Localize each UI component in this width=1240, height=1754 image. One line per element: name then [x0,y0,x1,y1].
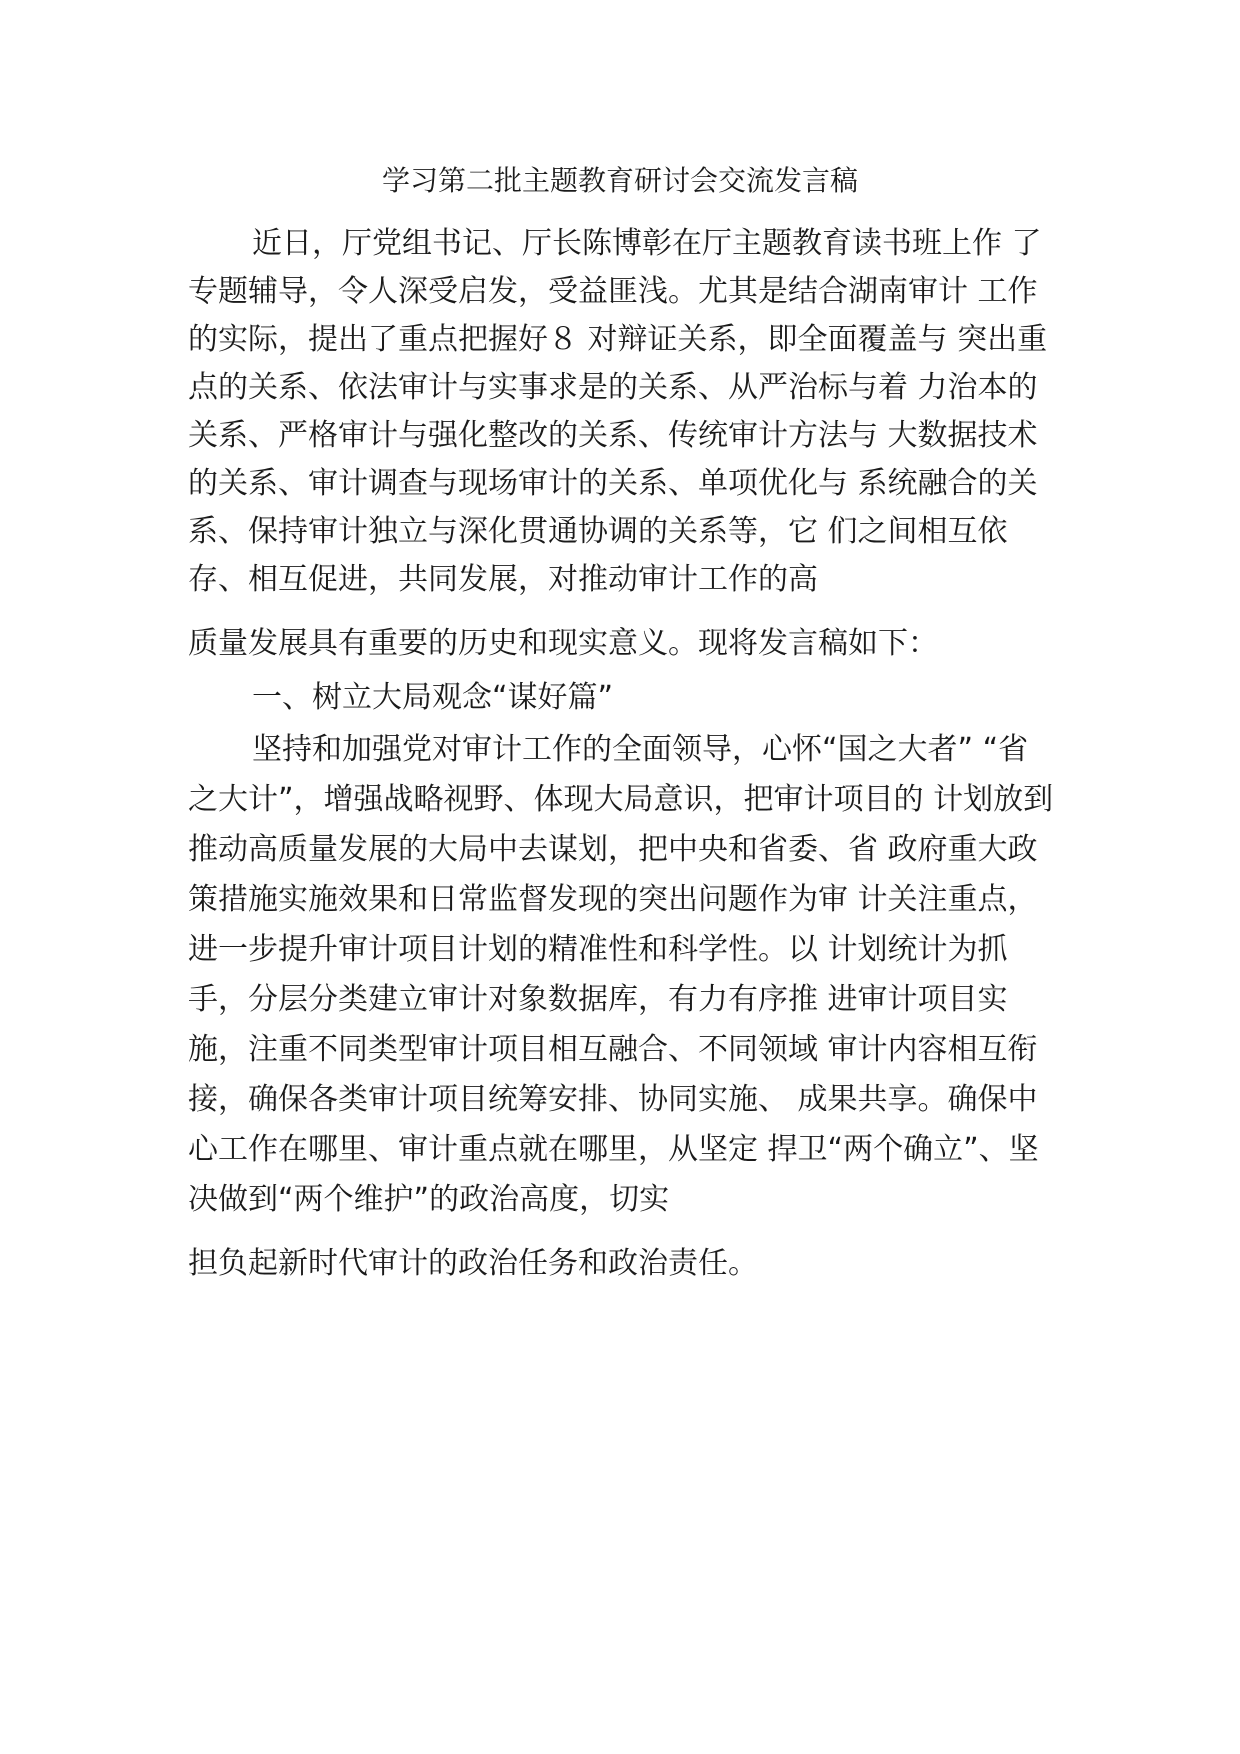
body-line: 心工作在哪里、审计重点就在哪里，从坚定 捍卫“两个确立”、坚 [188,1132,1039,1167]
intro-line: 的实际，提出了重点把握好８ 对辩证关系，即全面覆盖与 突出重 [188,322,1048,357]
intro-line: 专题辅导，令人深受启发，受益匪浅。尤其是结合湖南审计 工作 [188,274,1038,309]
body-line: 接，确保各类审计项目统筹安排、协同实施、 成果共享。确保中 [188,1082,1038,1117]
body-tail-line: 担负起新时代审计的政治任务和政治责任。 [188,1246,758,1281]
body-line: 坚持和加强党对审计工作的全面领导，心怀“国之大者” “省 [252,732,1029,767]
intro-line: 近日，厅党组书记、厅长陈博彰在厅主题教育读书班上作 了 [252,226,1042,261]
intro-line: 的关系、审计调查与现场审计的关系、单项优化与 系统融合的关 [188,466,1038,501]
intro-line: 存、相互促进，共同发展，对推动审计工作的高 [188,562,818,597]
body-line: 手，分层分类建立审计对象数据库，有力有序推 进审计项目实 [188,982,1008,1017]
intro-line: 关系、严格审计与强化整改的关系、传统审计方法与 大数据技术 [188,418,1038,453]
intro-line: 系、保持审计独立与深化贯通协调的关系等，它 们之间相互依 [188,514,1008,549]
body-line: 进一步提升审计项目计划的精准性和科学性。以 计划统计为抓 [188,932,1008,967]
body-line: 推动高质量发展的大局中去谋划，把中央和省委、省 政府重大政 [188,832,1038,867]
body-line: 施，注重不同类型审计项目相互融合、不同领域 审计内容相互衔 [188,1032,1038,1067]
body-line: 策措施实施效果和日常监督发现的突出问题作为审 计关注重点， [188,882,1038,917]
intro-tail-line: 质量发展具有重要的历史和现实意义。现将发言稿如下： [188,626,938,661]
intro-line: 点的关系、依法审计与实事求是的关系、从严治标与着 力治本的 [188,370,1038,405]
section-heading: 一、树立大局观念“谋好篇” [252,680,614,715]
body-line: 之大计”，增强战略视野、体现大局意识，把审计项目的 计划放到 [188,782,1054,817]
body-line: 决做到“两个维护”的政治高度，切实 [188,1182,670,1217]
document-title: 学习第二批主题教育研讨会交流发言稿 [381,164,858,197]
